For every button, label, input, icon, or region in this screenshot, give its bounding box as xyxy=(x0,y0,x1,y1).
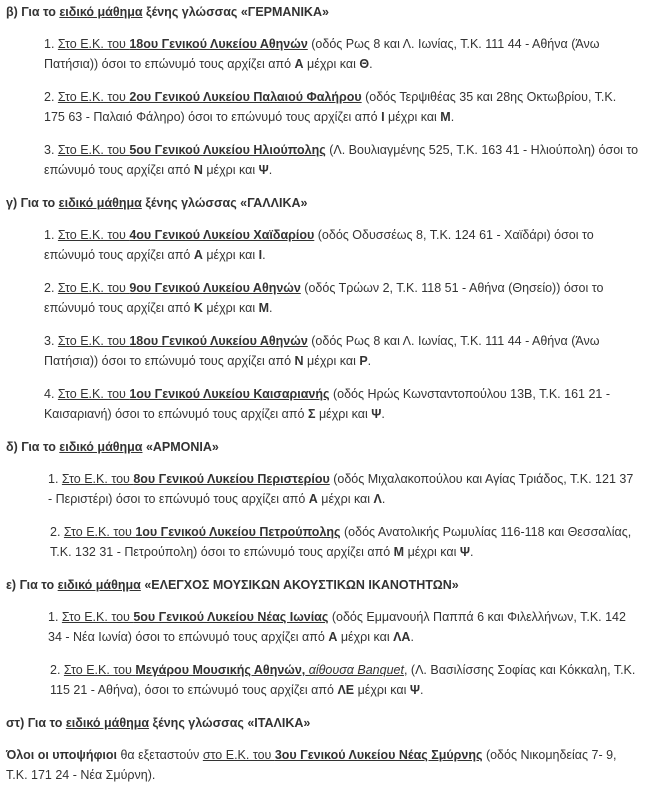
exam-center-link[interactable]: στο Ε.Κ. του xyxy=(202,748,275,762)
exam-center-link[interactable]: Στο Ε.Κ. του xyxy=(57,387,130,401)
final-paragraph: Όλοι οι υποψήφιοι θα εξεταστούν στο Ε.Κ. του 3ου Γενικού Λυκείου Νέας Σμύρνης (οδός Νικομηδείας 7- 9, Τ.Κ. 171 24 - Νέα Σμύρνη). xyxy=(6,748,617,782)
list-item: 2. Στο Ε.Κ. του 2ου Γενικού Λυκείου Παλαιού Φαλήρου (οδός Τερψιθέας 35 και 28ης Οκτωβρίου, Τ.Κ. 175 63 - Παλαιό Φάληρο) όσοι το επώνυμό τους αρχίζει από Ι μέχρι και Μ. xyxy=(44,90,617,124)
list-item: 1. Στο Ε.Κ. του 8ου Γενικού Λυκείου Περιστερίου (οδός Μιχαλακοπούλου και Αγίας Τριάδος, Τ.Κ. 121 37 - Περιστέρι) όσοι το επώνυμό τους αρχίζει από Α μέχρι και Λ. xyxy=(48,472,634,506)
section-heading-germanika: β) Για το ειδικό μάθημα ξένης γλώσσας «ΓΕΡΜΑΝΙΚΑ» xyxy=(6,5,329,19)
school-name[interactable]: 4ου Γενικού Λυκείου Χαϊδαρίου xyxy=(129,228,315,242)
school-name[interactable]: 2ου Γενικού Λυκείου Παλαιού Φαλήρου xyxy=(129,90,362,104)
exam-center-link[interactable]: Στο Ε.Κ. του xyxy=(57,90,130,104)
exam-center-link[interactable]: Στο Ε.Κ. του xyxy=(57,281,130,295)
list-item: 2. Στο Ε.Κ. του 9ου Γενικού Λυκείου Αθηνών (οδός Τρώων 2, Τ.Κ. 118 51 - Αθήνα (Θησείο)) όσοι το επώνυμό τους αρχίζει από Κ μέχρι και Μ. xyxy=(44,281,604,315)
exam-center-link[interactable]: Στο Ε.Κ. του xyxy=(63,525,136,539)
school-name[interactable]: 18ου Γενικού Λυκείου Αθηνών xyxy=(129,334,308,348)
school-name[interactable]: 1ου Γενικού Λυκείου Πετρούπολης xyxy=(135,525,341,539)
list-item: 2. Στο Ε.Κ. του Μεγάρου Μουσικής Αθηνών, αίθουσα Banquet, (Λ. Βασιλίσσης Σοφίας και Κόκκαλη, Τ.Κ. 115 21 - Αθήνα), όσοι το επώνυμό τους αρχίζει από ΛΕ μέχρι και Ψ. xyxy=(50,663,636,697)
school-name[interactable]: 1ου Γενικού Λυκείου Καισαριανής xyxy=(129,387,330,401)
exam-center-link[interactable]: Στο Ε.Κ. του xyxy=(57,37,130,51)
section-heading-elegxos: ε) Για το ειδικό μάθημα «ΕΛΕΓΧΟΣ ΜΟΥΣΙΚΩΝ ΑΚΟΥΣΤΙΚΩΝ ΙΚΑΝΟΤΗΤΩΝ» xyxy=(6,578,459,592)
list-item: 3. Στο Ε.Κ. του 18ου Γενικού Λυκείου Αθηνών (οδός Ρως 8 και Λ. Ιωνίας, Τ.Κ. 111 44 - Αθήνα (Άνω Πατήσια)) όσοι το επώνυμό τους αρχίζει από Ν μέχρι και Ρ. xyxy=(44,334,600,368)
list-item: 1. Στο Ε.Κ. του 5ου Γενικού Λυκείου Νέας Ιωνίας (οδός Εμμανουήλ Παππά 6 και Φιλελλήνων, Τ.Κ. 142 34 - Νέα Ιωνία) όσοι το επώνυμό τους αρχίζει από Α μέχρι και ΛΑ. xyxy=(48,610,626,644)
hall-name[interactable]: αίθουσα Banquet xyxy=(305,663,404,677)
list-item: 4. Στο Ε.Κ. του 1ου Γενικού Λυκείου Καισαριανής (οδός Ηρώς Κωνσταντοπούλου 13Β, Τ.Κ. 161 21 - Καισαριανή) όσοι το επώνυμό τους αρχίζει από Σ μέχρι και Ψ. xyxy=(44,387,610,421)
exam-center-link[interactable]: Στο Ε.Κ. του xyxy=(57,143,130,157)
section-heading-armonia: δ) Για το ειδικό μάθημα «ΑΡΜΟΝΙΑ» xyxy=(6,440,219,454)
school-name[interactable]: 5ου Γενικού Λυκείου Ηλιούπολης xyxy=(129,143,326,157)
exam-center-link[interactable]: Στο Ε.Κ. του xyxy=(61,610,134,624)
list-item: 1. Στο Ε.Κ. του 18ου Γενικού Λυκείου Αθηνών (οδός Ρως 8 και Λ. Ιωνίας, Τ.Κ. 111 44 - Αθήνα (Άνω Πατήσια)) όσοι το επώνυμό τους αρχίζει από Α μέχρι και Θ. xyxy=(44,37,600,71)
school-name[interactable]: 18ου Γενικού Λυκείου Αθηνών xyxy=(129,37,308,51)
section-heading-italika: στ) Για το ειδικό μάθημα ξένης γλώσσας «ΙΤΑΛΙΚΑ» xyxy=(6,716,311,730)
exam-center-link[interactable]: Στο Ε.Κ. του xyxy=(57,228,130,242)
school-name[interactable]: Μεγάρου Μουσικής Αθηνών, xyxy=(135,663,306,677)
exam-center-link[interactable]: Στο Ε.Κ. του xyxy=(63,663,136,677)
school-name[interactable]: 5ου Γενικού Λυκείου Νέας Ιωνίας xyxy=(133,610,329,624)
exam-center-link[interactable]: Στο Ε.Κ. του xyxy=(57,334,130,348)
school-name[interactable]: 8ου Γενικού Λυκείου Περιστερίου xyxy=(133,472,330,486)
list-item: 3. Στο Ε.Κ. του 5ου Γενικού Λυκείου Ηλιούπολης (Λ. Βουλιαγμένης 525, Τ.Κ. 163 41 - Ηλιούπολη) όσοι το επώνυμό τους αρχίζει από Ν μέχρι και Ψ. xyxy=(44,143,639,177)
list-item: 2. Στο Ε.Κ. του 1ου Γενικού Λυκείου Πετρούπολης (οδός Ανατολικής Ρωμυλίας 116-118 και Θεσσαλίας, Τ.Κ. 132 31 - Πετρούπολη) όσοι το επώνυμό τους αρχίζει από Μ μέχρι και Ψ. xyxy=(50,525,632,559)
section-heading-gallika: γ) Για το ειδικό μάθημα ξένης γλώσσας «ΓΑΛΛΙΚΑ» xyxy=(6,196,308,210)
list-item: 1. Στο Ε.Κ. του 4ου Γενικού Λυκείου Χαϊδαρίου (οδός Οδυσσέως 8, Τ.Κ. 124 61 - Χαϊδάρι) όσοι το επώνυμό τους αρχίζει από Α μέχρι και Ι. xyxy=(44,228,594,262)
exam-center-link[interactable]: Στο Ε.Κ. του xyxy=(61,472,134,486)
school-name[interactable]: 3ου Γενικού Λυκείου Νέας Σμύρνης xyxy=(274,748,483,762)
school-name[interactable]: 9ου Γενικού Λυκείου Αθηνών xyxy=(129,281,301,295)
